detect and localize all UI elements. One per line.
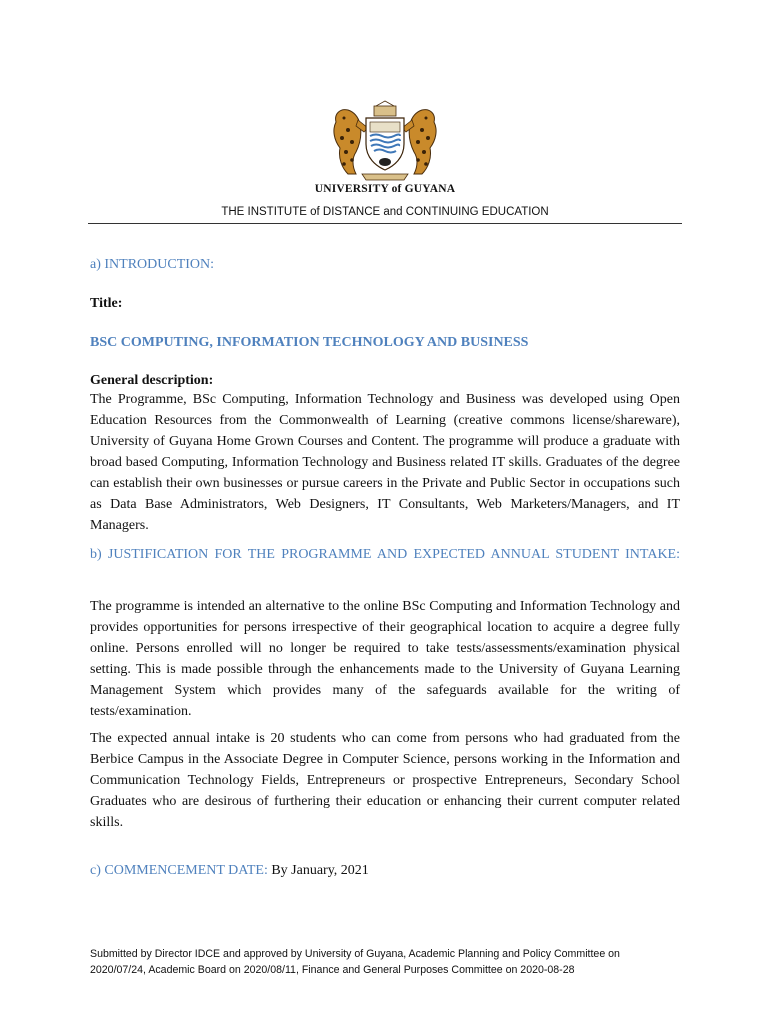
general-description-text: The Programme, BSc Computing, Information Technology and Business was developed using Open Education Resources from the Commonwealth of Learning (creative commons license/shareware), University of Guyana Home Grown Courses and Content. The programme will produce a graduate with broad based Computing, Information Technology and Business related IT skills. Graduates of the degree can establish their own businesses or pursue careers in the Private and Public Sector in occupations such as Data Base Administrators, Web Designers, IT Consultants, Web Marketers/Managers, and IT Managers. — [90, 392, 680, 533]
commencement-heading: c) COMMENCEMENT DATE: — [90, 863, 268, 878]
commencement-line — [90, 863, 369, 879]
general-description-label: General description: — [90, 373, 214, 388]
approval-footer — [90, 946, 690, 978]
footer-line-1: Submitted by Director IDCE and approved by University of Guyana, Academic Planning and Policy Committee on — [90, 948, 620, 960]
commencement-value: By January, 2021 — [271, 863, 369, 878]
introduction-heading: a) INTRODUCTION: — [90, 257, 215, 272]
institute-name: THE INSTITUTE of DISTANCE and CONTINUING EDUCATION — [221, 206, 549, 218]
right-jaguar-icon — [402, 110, 436, 174]
justification-paragraph-2: The expected annual intake is 20 students who can come from persons who had graduated from the Berbice Campus in the Associate Degree in Computer Science, persons working in the Information and Communication Technology Fields, Entrepreneurs or prospective Entrepreneurs, Secondary School Graduates who are desirous of furthering their education or enhancing their current computer related skills. — [90, 731, 680, 830]
justification-heading: b) JUSTIFICATION FOR THE PROGRAMME AND EXPECTED ANNUAL STUDENT INTAKE: — [90, 547, 680, 562]
header-divider — [88, 223, 682, 224]
footer-line-2: 2020/07/24, Academic Board on 2020/08/11, Finance and General Purposes Committee on 2020-08-28 — [90, 964, 575, 976]
left-jaguar-icon — [334, 110, 368, 174]
university-name: UNIVERSITY of GUYANA — [314, 183, 456, 195]
programme-title: BSC COMPUTING, INFORMATION TECHNOLOGY AND BUSINESS — [90, 335, 529, 350]
title-label: Title: — [90, 296, 123, 311]
justification-paragraph-1: The programme is intended an alternative to the online BSc Computing and Information Technology and provides opportunities for persons irrespective of their geographical location to acquire a degree fully online. Persons enrolled will no longer be required to take tests/assessments/examination physical setting. This is made possible through the enhancements made to the University of Guyana Learning Management System which provides many of the safeguards available for the writing of tests/examination. — [90, 599, 680, 719]
university-crest-logo — [318, 100, 452, 184]
